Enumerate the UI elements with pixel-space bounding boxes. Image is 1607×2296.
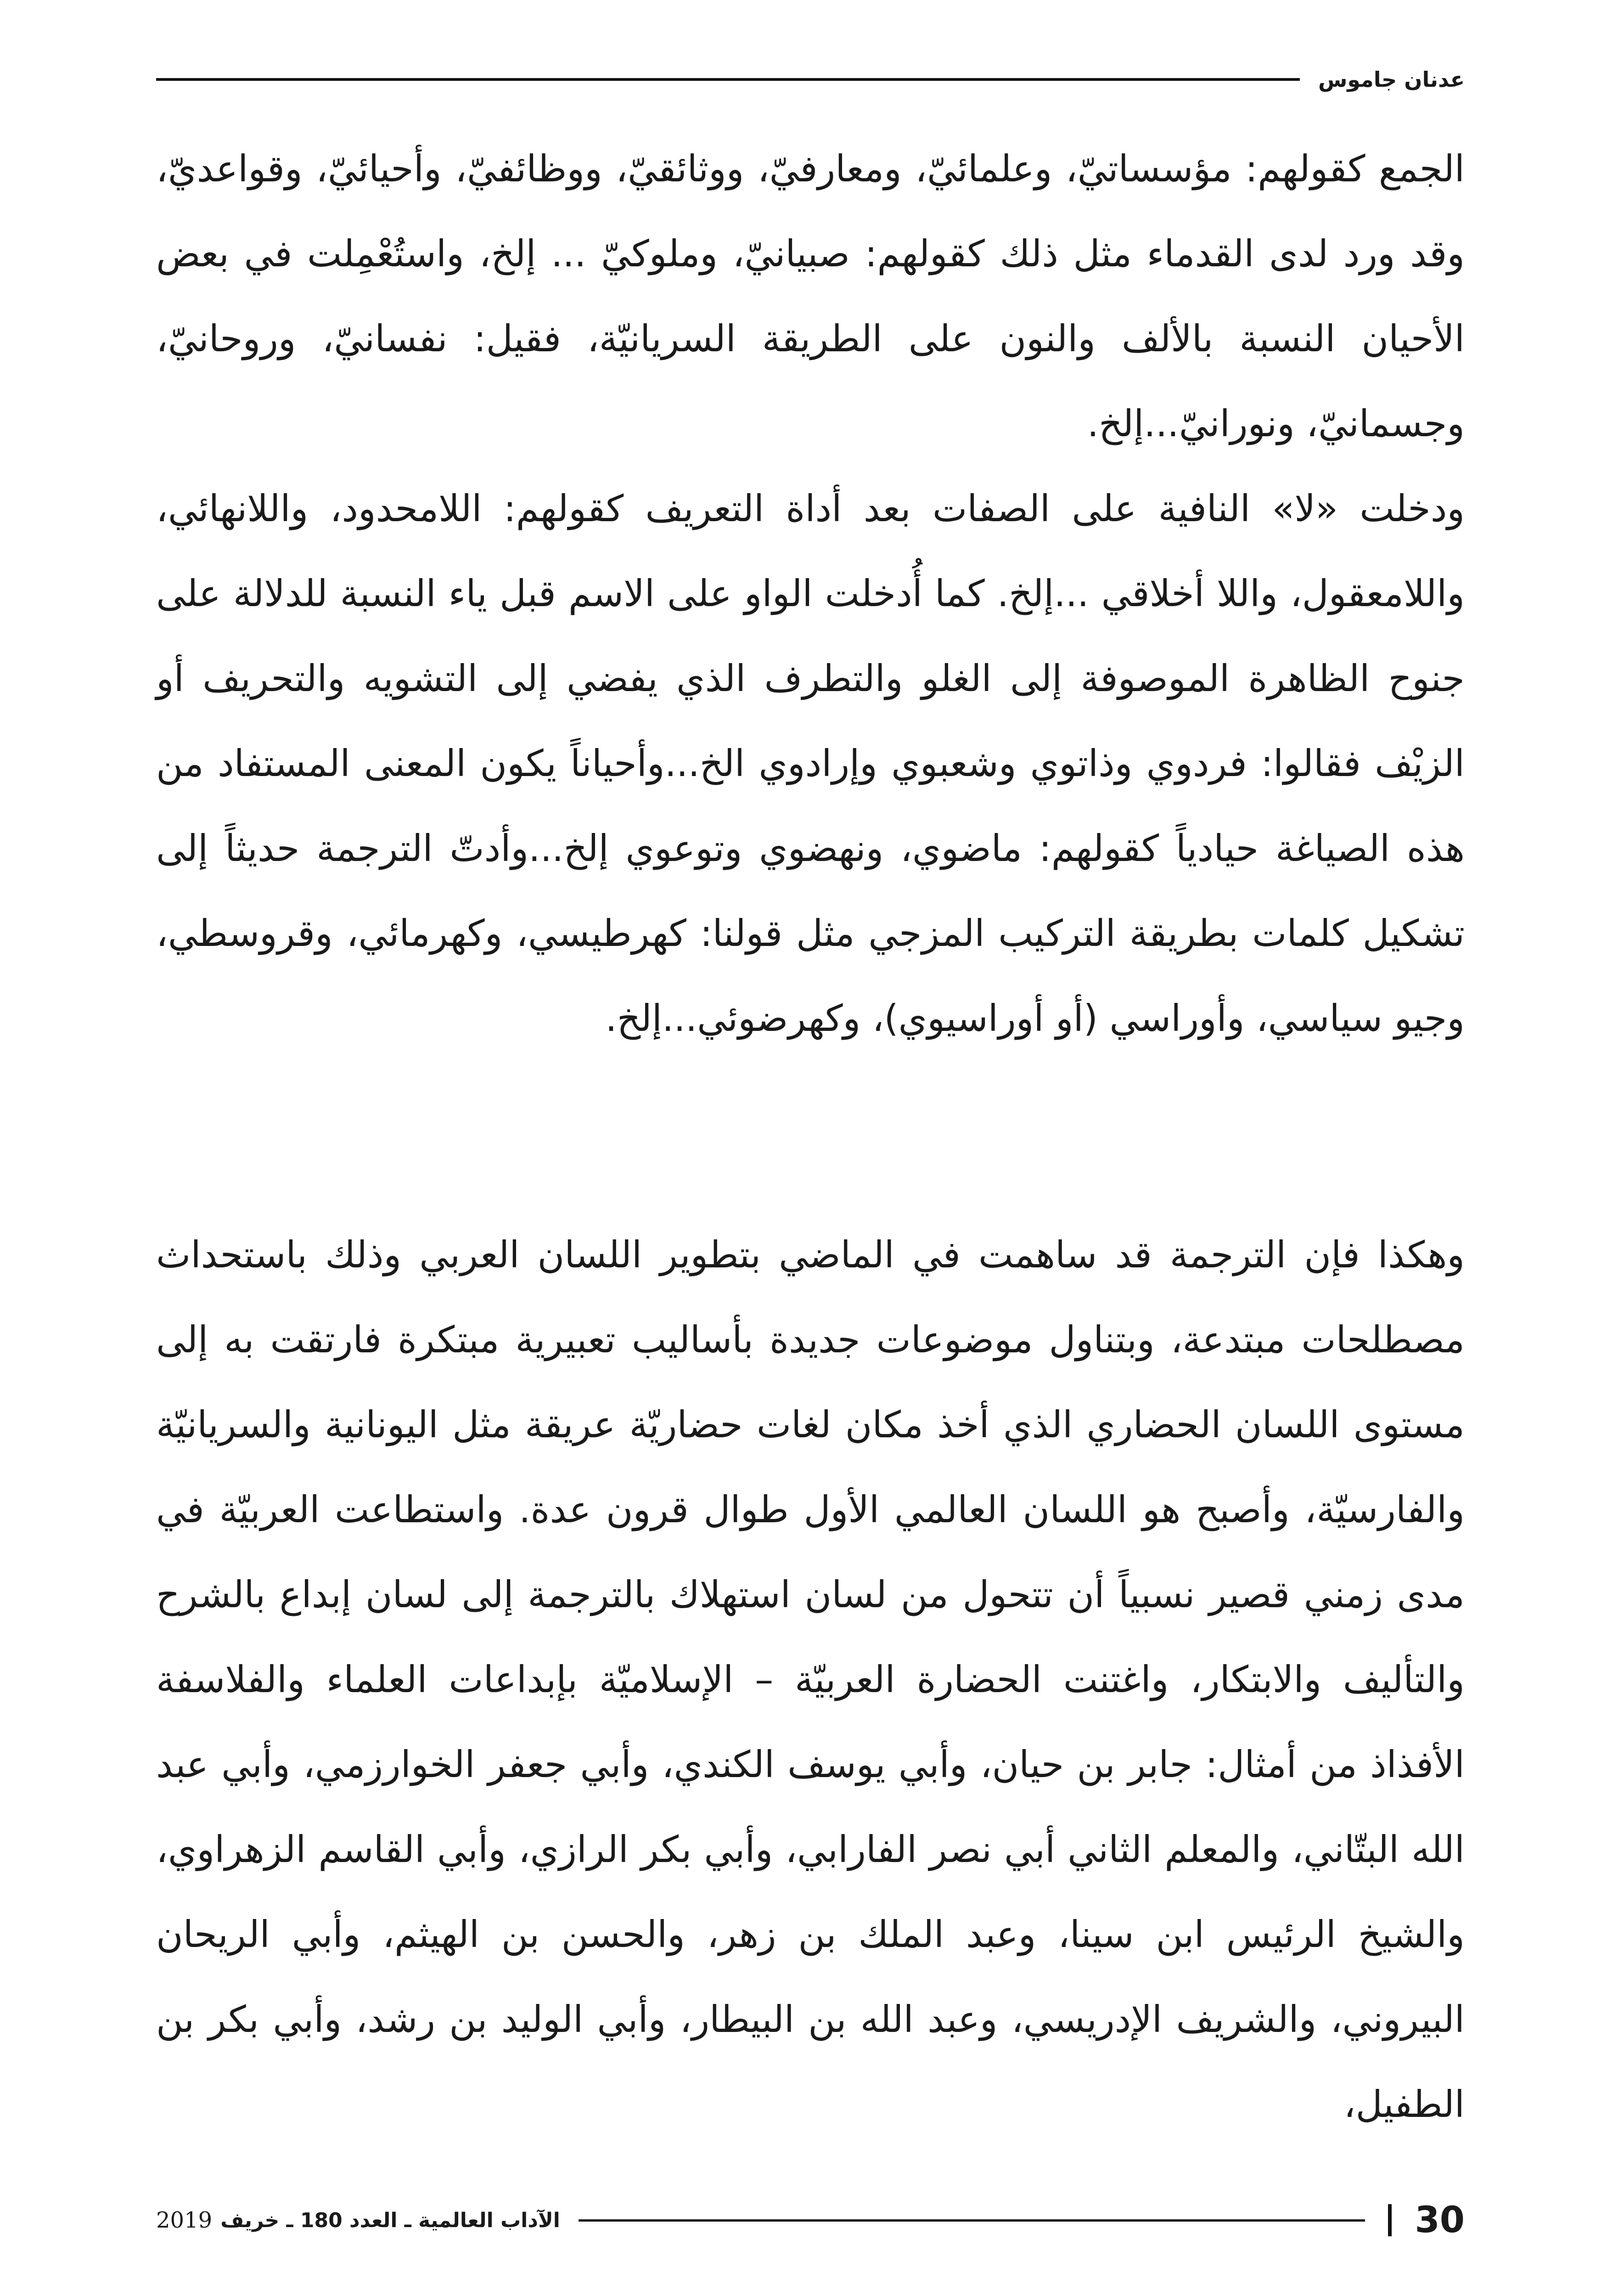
page-footer bbox=[156, 2193, 1465, 2248]
header-rule bbox=[156, 78, 1300, 81]
journal-issue: الآداب العالمية ـ العدد 180 ـ خريف bbox=[220, 2208, 560, 2232]
paragraph-2: ودخلت «لا» النافية على الصفات بعد أداة التعريف كقولهم: اللامحدود، واللانهائي، واللامعقول، واللا أخلاقي ...إلخ. كما أُدخلت الواو على الاسم قبل ياء النسبة للدلالة على جنوح الظاهرة الموصوفة إلى الغلو والتطرف الذي يفضي إلى التشويه والتحريف أو الزيْف فقالوا: فردوي وذاتوي وشعبوي وإرادوي الخ...وأحياناً يكون المعنى المستفاد من هذه الصياغة حيادياً كقولهم: ماضوي، ونهضوي وتوعوي إلخ...وأدتّ الترجمة حديثاً إلى تشكيل كلمات بطريقة التركيب المزجي مثل قولنا: كهرطيسي، وكهرمائي، وقروسطي، وجيو سياسي، وأوراسي (أو أوراسيوي)، وكهرضوئي...إلخ. bbox=[156, 487, 1465, 1040]
paragraph-gap bbox=[156, 1061, 1465, 1212]
page-number: 30 bbox=[1415, 2200, 1465, 2241]
footer-separator-bar bbox=[1388, 2204, 1392, 2236]
author-name: عدنان جاموس bbox=[1318, 67, 1465, 92]
paragraph-3: وهكذا فإن الترجمة قد ساهمت في الماضي بتطوير اللسان العربي وذلك باستحداث مصطلحات مبتدعة، وبتناول موضوعات جديدة بأساليب تعبيرية مبتكرة فارتقت به إلى مستوى اللسان الحضاري الذي أخذ مكان لغات حضاريّة عريقة مثل اليونانية والسريانيّة والفارسيّة، وأصبح هو اللسان العالمي الأول طوال قرون عدة. واستطاعت العربيّة في مدى زمني قصير نسبياً أن تتحول من لسان استهلاك بالترجمة إلى لسان إبداع بالشرح والتأليف والابتكار، واغتنت الحضارة العربيّة – الإسلاميّة بإبداعات العلماء والفلاسفة الأفذاذ من أمثال: جابر بن حيان، وأبي يوسف الكندي، وأبي جعفر الخوارزمي، وأبي عبد الله البتّاني، والمعلم الثاني أبي نصر الفارابي، وأبي بكر الرازي، وأبي القاسم الزهراوي، والشيخ الرئيس ابن سينا، وعبد الملك بن زهر، والحسن بن الهيثم، وأبي الريحان البيروني، والشريف الإدريسي، وعبد الله بن البيطار، وأبي الوليد بن رشد، وأبي بكر بن الطفيل، bbox=[156, 1233, 1465, 2126]
article-body bbox=[156, 126, 1465, 2147]
footer-rule bbox=[579, 2219, 1365, 2222]
running-header bbox=[156, 54, 1465, 105]
issue-year: 2019 bbox=[156, 2207, 213, 2233]
paragraph-1: الجمع كقولهم: مؤسساتيّ، وعلمائيّ، ومعارفيّ، ووثائقيّ، ووظائفيّ، وأحيائيّ، وقواعديّ، وقد ورد لدى القدماء مثل ذلك كقولهم: صبيانيّ، وملوكيّ ... إلخ، واستُعْمِلت في بعض الأحيان النسبة بالألف والنون على الطريقة السريانيّة، فقيل: نفسانيّ، وروحانيّ، وجسمانيّ، ونورانيّ...إلخ. bbox=[156, 147, 1465, 445]
